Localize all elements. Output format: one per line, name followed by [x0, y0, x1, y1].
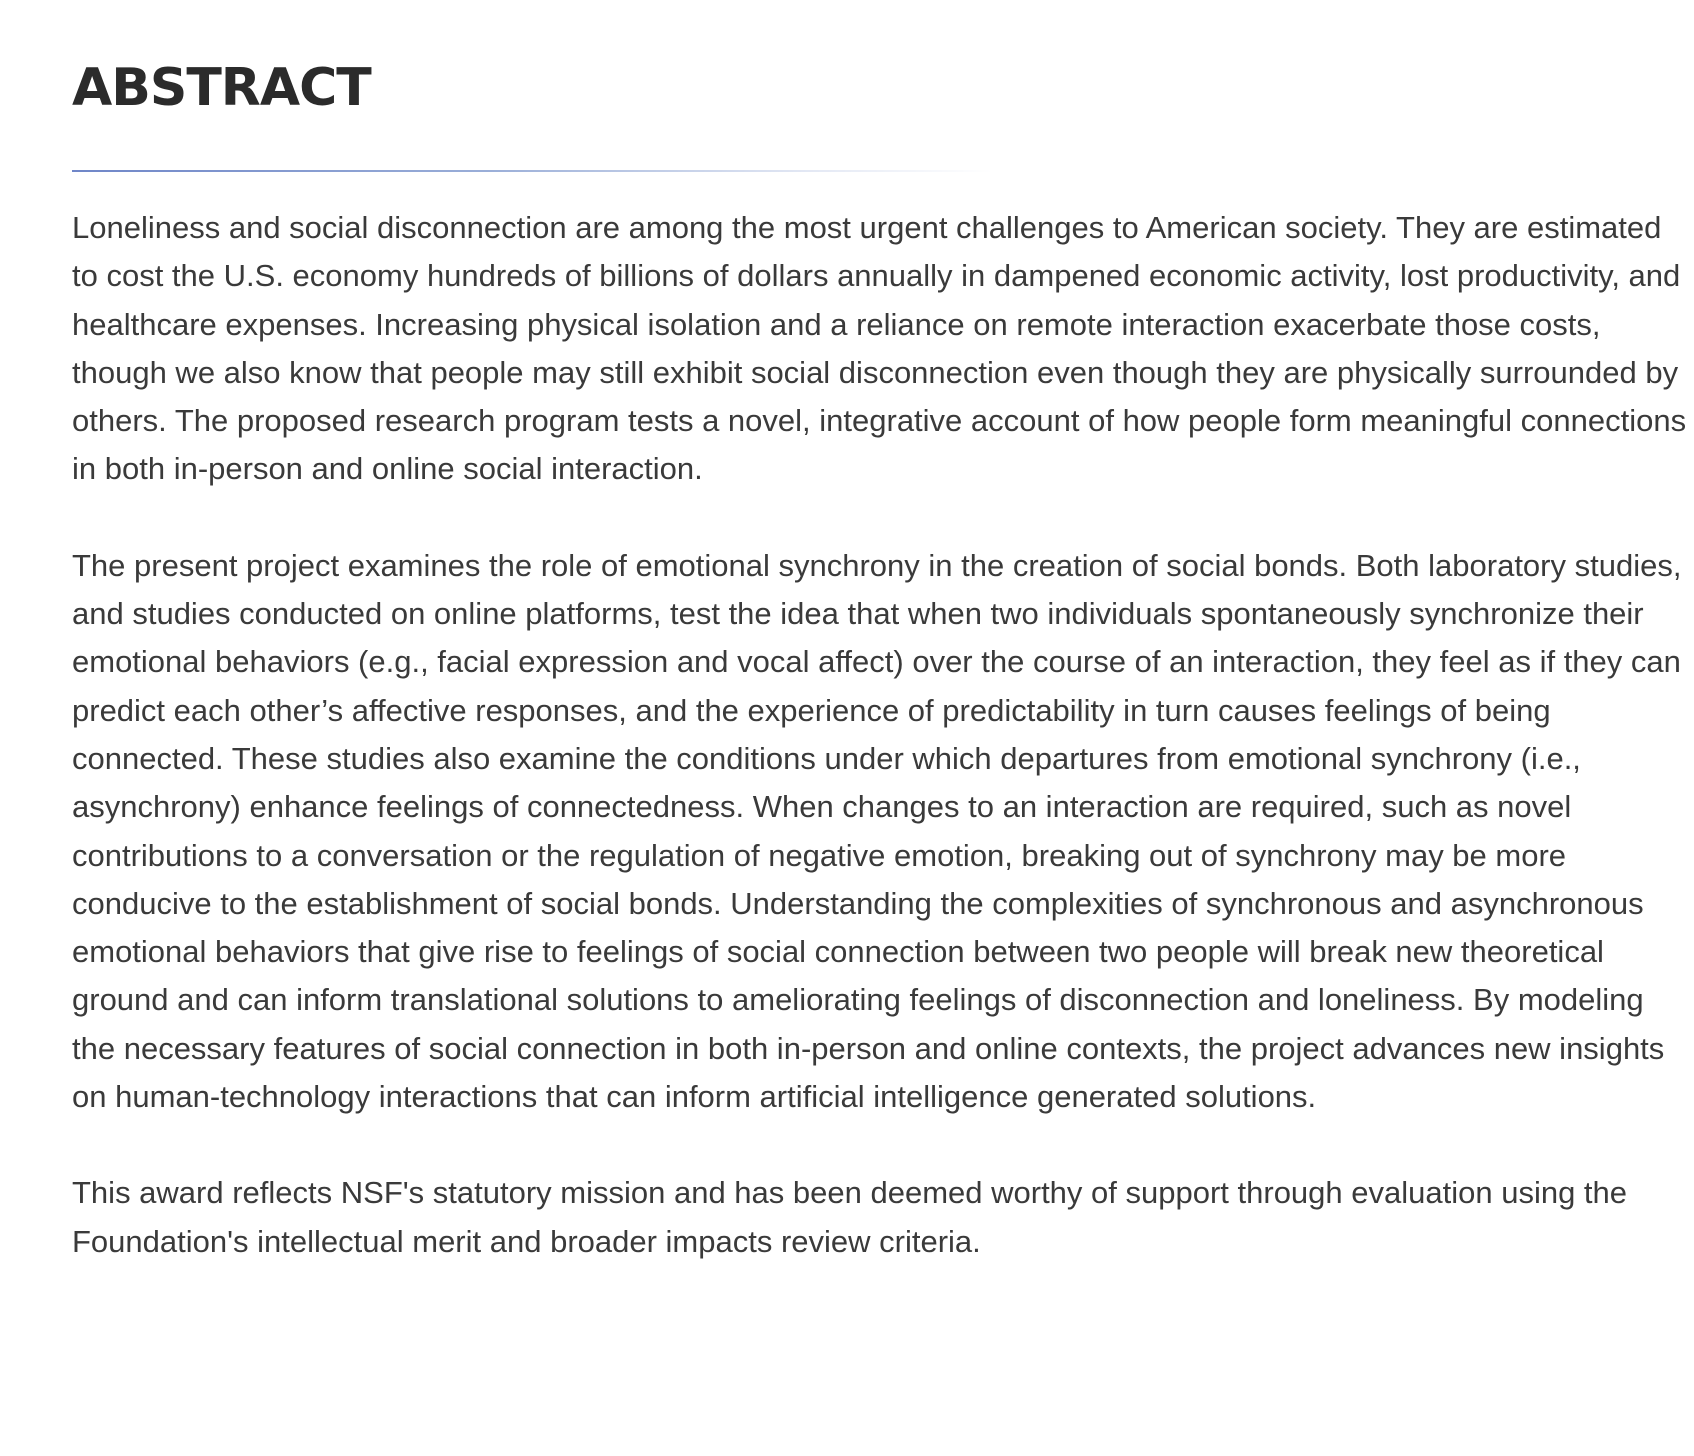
- title-divider: [72, 170, 992, 172]
- abstract-body: [72, 204, 1688, 1266]
- page-title: ABSTRACT: [72, 58, 371, 118]
- abstract-paragraph-1: Loneliness and social disconnection are among the most urgent challenges to American society. They are estimated to cost the U.S. economy hundreds of billions of dollars annually in dampened economic activity, lost productivity, and healthcare expenses. Increasing physical isolation and a reliance on remote interaction exacerbate those costs, though we also know that people may still exhibit social disconnection even though they are physically surrounded by others. The proposed research program tests a novel, integrative account of how people form meaningful connections in both in-person and online social interaction.: [72, 210, 1687, 487]
- abstract-paragraph-3: This award reflects NSF's statutory mission and has been deemed worthy of support through evaluation using the Foundation's intellectual merit and broader impacts review criteria.: [72, 1175, 1628, 1259]
- abstract-section: [72, 58, 1688, 1266]
- abstract-paragraph-2: The present project examines the role of emotional synchrony in the creation of social bonds. Both laboratory studies, and studies conducted on online platforms, test the idea that when two individuals spontaneously synchronize their emotional behaviors (e.g., facial expression and vocal affect) over the course of an interaction, they feel as if they can predict each other’s affective responses, and the experience of predictability in turn causes feelings of being connected. These studies also examine the conditions under which departures from emotional synchrony (i.e., asynchrony) enhance feelings of connectedness. When changes to an interaction are required, such as novel contributions to a conversation or the regulation of negative emotion, breaking out of synchrony may be more conducive to the establishment of social bonds. Understanding the complexities of synchronous and asynchronous emotional behaviors that give rise to feelings of social connection between two people will break new theoretical ground and can inform translational solutions to ameliorating feelings of disconnection and loneliness. By modeling the necessary features of social connection in both in-person and online contexts, the project advances new insights on human-technology interactions that can inform artificial intelligence generated solutions.: [72, 547, 1682, 1115]
